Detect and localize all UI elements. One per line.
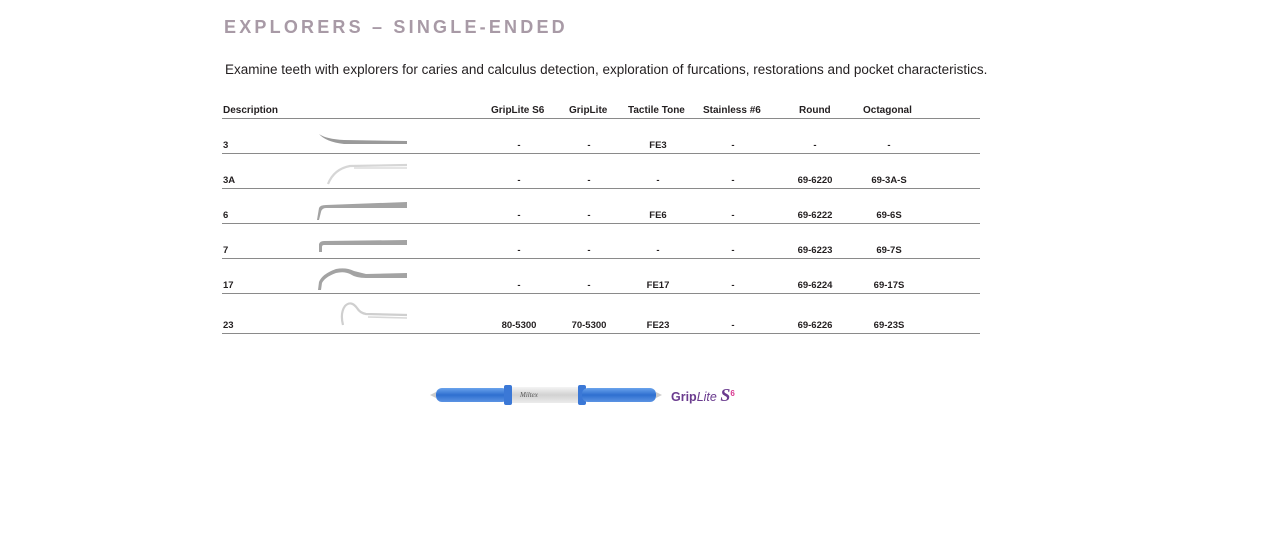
straight-tip-icon — [314, 122, 409, 152]
cell-griplite: - — [587, 245, 591, 256]
curved-tip-icon — [314, 157, 409, 187]
header-griplite-s6: GripLite S6 — [491, 105, 545, 116]
intro-text: Examine teeth with explorers for caries and calculus detection, exploration of furcations, restorations and pocket characteristics. — [225, 62, 988, 77]
cell-tactile-tone: FE17 — [646, 280, 670, 291]
cell-stainless-6: - — [731, 175, 735, 186]
cell-griplite: 70-5300 — [571, 320, 607, 331]
cell-round: 69-6222 — [797, 210, 833, 221]
cell-griplite-s6: 80-5300 — [501, 320, 537, 331]
header-griplite: GripLite — [569, 105, 608, 116]
cell-griplite-s6: - — [517, 280, 521, 291]
cell-round: 69-6220 — [797, 175, 833, 186]
page-title: EXPLORERS – SINGLE-ENDED — [224, 17, 568, 37]
cell-griplite-s6: - — [517, 210, 521, 221]
row-description: 3A — [223, 175, 236, 186]
cell-tactile-tone: FE23 — [646, 320, 670, 331]
row-description: 6 — [223, 210, 229, 221]
instrument-handle-icon — [428, 380, 664, 410]
header-octagonal: Octagonal — [863, 105, 912, 116]
shepherd-hook-icon — [314, 297, 409, 331]
cell-round: 69-6224 — [797, 280, 833, 291]
cell-round: 69-6226 — [797, 320, 833, 331]
cell-griplite-s6: - — [517, 140, 521, 151]
svg-text:Miltex: Miltex — [520, 391, 538, 399]
row-description: 3 — [223, 140, 229, 151]
table-row — [222, 224, 980, 259]
cell-tactile-tone: FE6 — [649, 210, 667, 221]
cell-griplite: - — [587, 140, 591, 151]
table-row — [222, 119, 980, 154]
cell-stainless-6: - — [731, 210, 735, 221]
header-tactile-tone: Tactile Tone — [628, 105, 685, 116]
header-description: Description — [223, 105, 279, 116]
cell-tactile-tone: - — [656, 175, 660, 186]
table-row — [222, 259, 980, 294]
cell-griplite: - — [587, 210, 591, 221]
cell-octagonal: 69-23S — [873, 320, 905, 331]
cell-stainless-6: - — [731, 280, 735, 291]
row-description: 23 — [223, 320, 234, 331]
table-row — [222, 154, 980, 189]
cell-octagonal: - — [887, 140, 891, 151]
short-hook-tip-icon — [314, 227, 409, 257]
bent-tip-icon — [314, 262, 409, 292]
table-header — [222, 100, 980, 119]
table-row — [222, 294, 980, 334]
cell-griplite-s6: - — [517, 245, 521, 256]
cell-stainless-6: - — [731, 140, 735, 151]
cell-tactile-tone: - — [656, 245, 660, 256]
griplite-s6-logo: GripLite $S^6$ — [671, 385, 735, 405]
header-stainless-6: Stainless #6 — [703, 105, 761, 116]
cell-round: - — [813, 140, 817, 151]
cell-stainless-6: - — [731, 320, 735, 331]
explorers-table — [222, 100, 980, 334]
cell-stainless-6: - — [731, 245, 735, 256]
cell-octagonal: 69-17S — [873, 280, 905, 291]
cell-tactile-tone: FE3 — [649, 140, 667, 151]
right-angle-tip-icon — [314, 192, 409, 222]
cell-griplite-s6: - — [517, 175, 521, 186]
cell-griplite: - — [587, 280, 591, 291]
cell-round: 69-6223 — [797, 245, 833, 256]
row-description: 17 — [223, 280, 234, 291]
row-description: 7 — [223, 245, 229, 256]
cell-octagonal: 69-3A-S — [871, 175, 907, 186]
cell-griplite: - — [587, 175, 591, 186]
cell-octagonal: 69-7S — [876, 245, 902, 256]
header-round: Round — [799, 105, 831, 116]
table-row — [222, 189, 980, 224]
cell-octagonal: 69-6S — [876, 210, 902, 221]
